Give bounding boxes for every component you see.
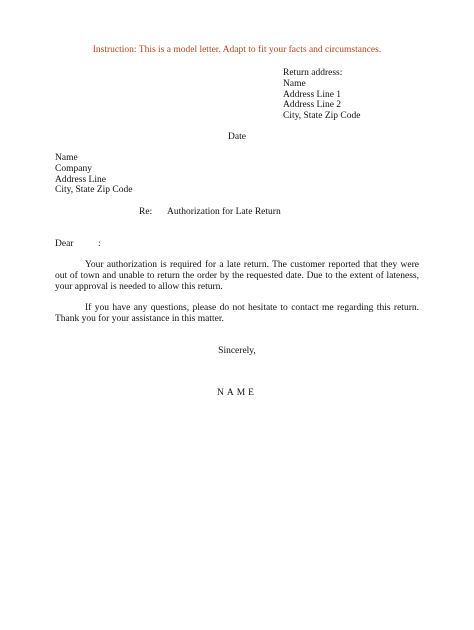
return-address-line2: Address Line 2: [283, 100, 342, 110]
return-address-heading: Return address:: [283, 68, 343, 78]
return-address-name: Name: [283, 79, 306, 89]
closing: Sincerely,: [218, 346, 256, 356]
salutation-colon: :: [98, 239, 101, 249]
instruction-note: Instruction: This is a model letter. Adapt to fit your facts and circumstances.: [92, 45, 382, 55]
subject-label: Re:: [139, 207, 153, 217]
subject-line: Authorization for Late Return: [167, 207, 281, 217]
return-address-line1: Address Line 1: [283, 90, 342, 100]
body-paragraph-2: If you have any questions, please do not hesitate to contact me regarding this return. Thank you for your assistance in this matter.: [55, 303, 419, 324]
return-address-city-state-zip: City, State Zip Code: [283, 111, 361, 121]
body-paragraph-1: Your authorization is required for a late return. The customer reported that they were out of town and unable to return the order by the requested date. Due to the extent of lateness, your approval is needed to allow this return.: [55, 260, 419, 292]
recipient-name: Name: [55, 153, 78, 163]
recipient-company: Company: [55, 164, 92, 174]
signature-name: NAME: [217, 388, 257, 398]
recipient-city-state-zip: City, State Zip Code: [55, 185, 133, 195]
salutation: Dear: [55, 239, 74, 249]
recipient-address-line: Address Line: [55, 175, 106, 185]
letter-date: Date: [228, 132, 246, 142]
